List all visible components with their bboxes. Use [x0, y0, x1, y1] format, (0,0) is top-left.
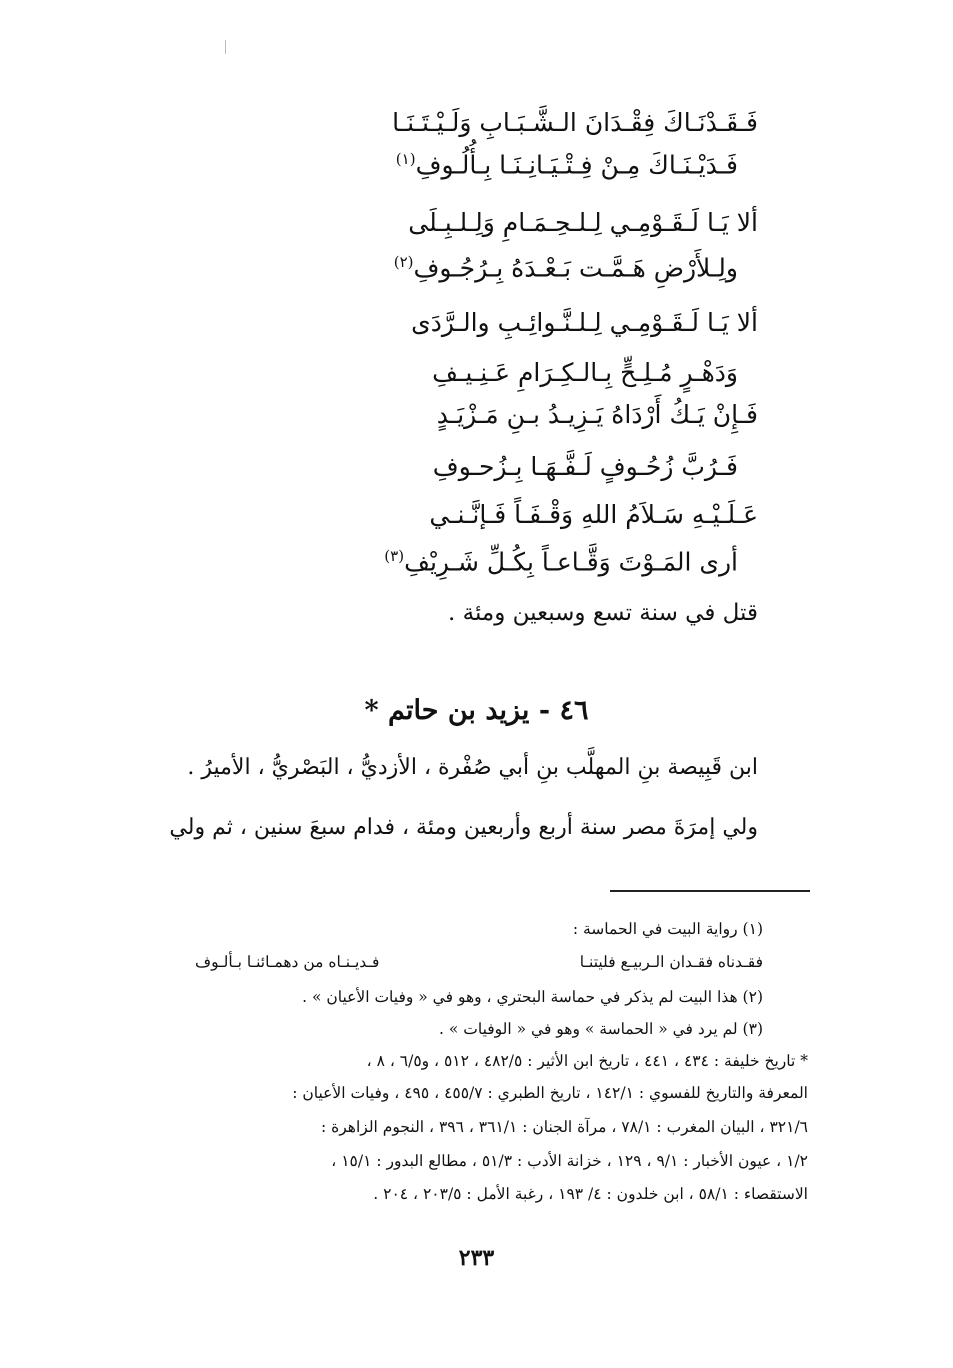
hemistich-text: أرى المَـوْتَ وَقَّـاعـاً بِكُـلِّ شَـرِيْفِ — [404, 547, 738, 577]
verse-4-second-hemistich: فَـرُبَّ زُحُـوفٍ لَـفَّـهَـا بِـزُحـوفِ — [432, 452, 738, 481]
page-number: ٢٣٣ — [458, 1245, 495, 1271]
entry-line-2: ولي إمرَةَ مصر سنة أربع وأربعين ومئة ، فدام سبعَ سنين ، ثم ولي — [169, 815, 758, 840]
crop-mark — [225, 40, 226, 54]
footnote-1-verse-second: فـديـنـاه من دهمـائنـا بـألـوف — [195, 953, 380, 971]
verse-2-second-hemistich — [394, 253, 738, 282]
entry-heading: ٤٦ - يزيد بن حاتم * — [364, 695, 589, 726]
footnote-3: (٣) لم يرد في « الحماسة » وهو في « الوفيات » . — [438, 1020, 763, 1038]
verse-2-first-hemistich: ألا يَـا لَـقَـوْمِـي لِـلـحِـمَـامِ وَلِـلـبِـلَى — [408, 208, 758, 237]
footnote-2: (٢) هذا البيت لم يذكر في حماسة البحتري ، وهو في « وفيات الأعيان » . — [302, 988, 763, 1006]
sources-line-2: المعرفة والتاريخ للفسوي : ١٤٢/١ ، تاريخ الطبري : ٤٥٥/٧ ، ٤٩٥ ، وفيات الأعيان : — [292, 1084, 808, 1102]
sources-line-4: ١/٢ ، عيون الأخبار : ٩/١ ، ١٢٩ ، خزانة الأدب : ٥١/٣ ، مطالع البدور : ١٥/١ ، — [331, 1152, 808, 1170]
hemistich-text: ولِـلأَرْضِ هَـمَّـت بَـعْـدَهُ بِـرُجُـوفِ — [413, 253, 738, 283]
verse-3-first-hemistich: ألا يَـا لَـقَـوْمِـي لِـلـنَّـوائِـبِ والـرَّدَى — [411, 308, 758, 337]
footnote-marker: (١) — [395, 150, 416, 168]
sources-line-1: * تاريخ خليفة : ٤٣٤ ، ٤٤١ ، تاريخ ابن الأثير : ٤٨٢/٥ ، ٥١٢ ، و٦/٥ ، ٨ ، — [366, 1052, 808, 1070]
footnote-marker: (٣) — [384, 547, 405, 565]
sources-line-3: ٣٢١/٦ ، البيان المغرب : ٧٨/١ ، مرآة الجنان : ٣٦١/١ ، ٣٩٦ ، النجوم الزاهرة : — [320, 1118, 808, 1136]
verse-4-first-hemistich: فَـإِنْ يَـكُ أَرْدَاهُ يَـزِيـدُ بـنِ مَـزْيَـدٍ — [436, 400, 758, 429]
verse-1-second-hemistich — [396, 150, 738, 179]
verse-1-first-hemistich: فَـقَـدْنَـاكَ فِقْـدَانَ الـشَّـبَـابِ وَلَـيْـتَـنَـا — [392, 108, 758, 137]
footnote-marker: (٢) — [393, 253, 414, 271]
sources-line-5: الاستقصاء : ٥٨/١ ، ابن خلدون : ٤/ ١٩٣ ، رغبة الأمل : ٢٠٣/٥ ، ٢٠٤ . — [373, 1185, 808, 1203]
footnote-1-label: (١) رواية البيت في الحماسة : — [572, 920, 763, 938]
footnote-1-verse-first: فقـدناه فقـدان الـربيـع فليتنـا — [579, 953, 763, 971]
verse-5-first-hemistich: عَـلَـيْـهِ سَـلاَمُ اللهِ وَقْـفَـاً فَـإنَّـنـي — [429, 500, 758, 529]
hemistich-text: فَـدَيْـنَـاكَ مِـنْ فِـتْـيَـانِـنَـا بِـأُلُـوفِ — [415, 150, 738, 180]
verse-3-second-hemistich: وَدَهْـرٍ مُـلِـحٍّ بِـالـكِـرَامِ عَـنِـيـفِ — [432, 358, 738, 387]
entry-line-1: ابن قَبِيصة بنِ المهلَّب بنِ أبي صُفْرة ، الأزديُّ ، البَصْريُّ ، الأميرُ . — [187, 755, 758, 780]
verse-5-second-hemistich — [384, 547, 738, 576]
death-note: قتل في سنة تسع وسبعين ومئة . — [448, 600, 758, 626]
footnote-divider — [610, 890, 810, 892]
